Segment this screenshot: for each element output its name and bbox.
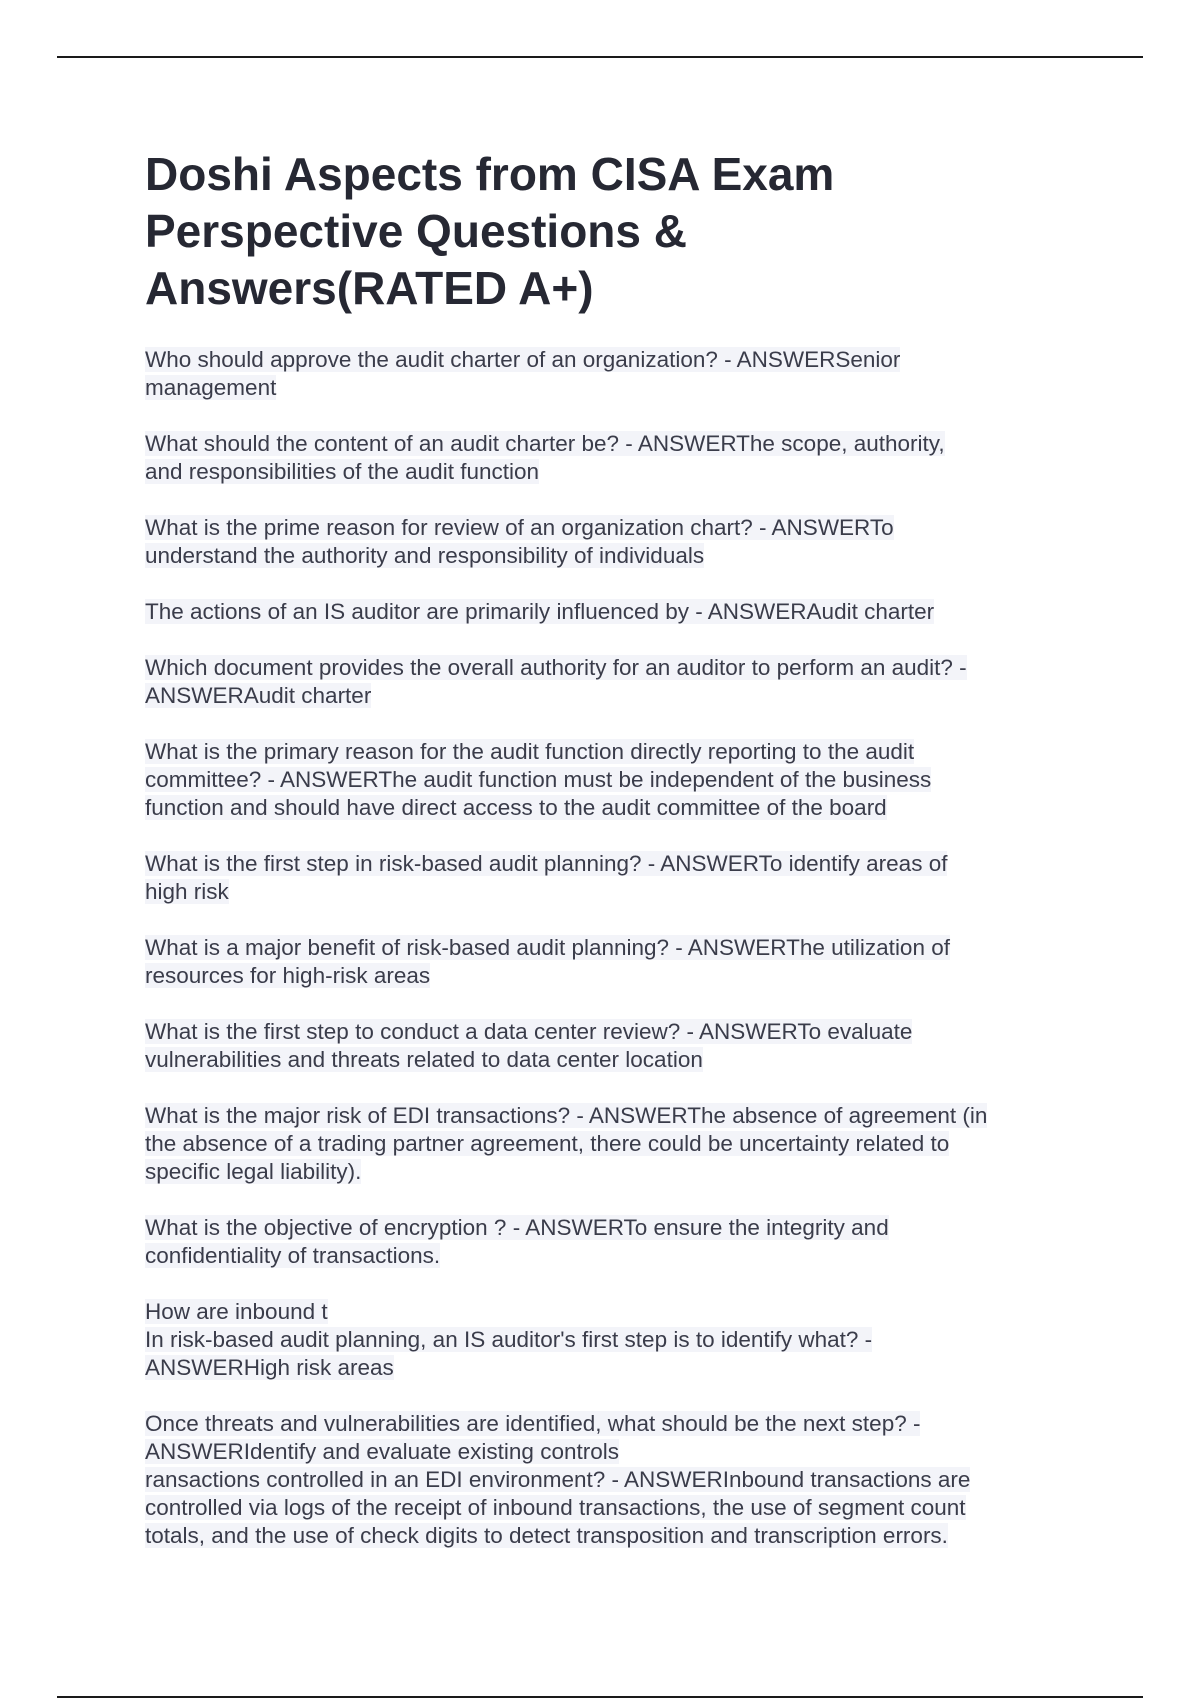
qa-line: vulnerabilities and threats related to data center location bbox=[145, 1047, 703, 1072]
qa-line: The actions of an IS auditor are primarily influenced by - ANSWERAudit charter bbox=[145, 599, 935, 624]
qa-line: ANSWERAudit charter bbox=[145, 683, 372, 708]
qa-item bbox=[145, 1102, 1075, 1186]
qa-item bbox=[145, 430, 1075, 486]
qa-line: function and should have direct access to the audit committee of the board bbox=[145, 795, 887, 820]
document-body bbox=[145, 146, 1075, 1578]
qa-line: What is a major benefit of risk-based audit planning? - ANSWERThe utilization of bbox=[145, 935, 950, 960]
qa-line: Who should approve the audit charter of an organization? - ANSWERSenior bbox=[145, 347, 901, 372]
qa-line: What is the objective of encryption ? - ANSWERTo ensure the integrity and bbox=[145, 1215, 889, 1240]
qa-line: specific legal liability). bbox=[145, 1159, 362, 1184]
qa-item bbox=[145, 1214, 1075, 1270]
qa-line: Which document provides the overall authority for an auditor to perform an audit? - bbox=[145, 655, 967, 680]
qa-line: What should the content of an audit charter be? - ANSWERThe scope, authority, bbox=[145, 431, 945, 456]
qa-line: confidentiality of transactions. bbox=[145, 1243, 441, 1268]
qa-item bbox=[145, 738, 1075, 822]
qa-item bbox=[145, 850, 1075, 906]
qa-line: resources for high-risk areas bbox=[145, 963, 431, 988]
qa-item bbox=[145, 346, 1075, 402]
qa-item bbox=[145, 1410, 1075, 1550]
qa-line: management bbox=[145, 375, 277, 400]
qa-line: What is the primary reason for the audit function directly reporting to the audit bbox=[145, 739, 915, 764]
document-title bbox=[145, 146, 1075, 317]
qa-line: high risk bbox=[145, 879, 229, 904]
title-line: Doshi Aspects from CISA Exam bbox=[145, 148, 835, 200]
qa-line: What is the prime reason for review of an organization chart? - ANSWERTo bbox=[145, 515, 894, 540]
qa-line: the absence of a trading partner agreement, there could be uncertainty related to bbox=[145, 1131, 950, 1156]
qa-line: What is the major risk of EDI transactions? - ANSWERThe absence of agreement (in bbox=[145, 1103, 988, 1128]
title-line: Perspective Questions & bbox=[145, 205, 687, 257]
title-line: Answers(RATED A+) bbox=[145, 262, 594, 314]
qa-line: understand the authority and responsibility of individuals bbox=[145, 543, 705, 568]
top-divider bbox=[57, 56, 1143, 58]
qa-line: ANSWERHigh risk areas bbox=[145, 1355, 394, 1380]
qa-line: ANSWERIdentify and evaluate existing controls bbox=[145, 1439, 619, 1464]
qa-line: What is the first step to conduct a data center review? - ANSWERTo evaluate bbox=[145, 1019, 913, 1044]
qa-line: and responsibilities of the audit function bbox=[145, 459, 540, 484]
bottom-divider bbox=[57, 1696, 1143, 1698]
qa-line: How are inbound t bbox=[145, 1299, 328, 1324]
qa-line: ransactions controlled in an EDI environment? - ANSWERInbound transactions are bbox=[145, 1467, 971, 1492]
qa-item bbox=[145, 514, 1075, 570]
qa-item bbox=[145, 654, 1075, 710]
qa-line: In risk-based audit planning, an IS auditor's first step is to identify what? - bbox=[145, 1327, 873, 1352]
qa-item bbox=[145, 598, 1075, 626]
qa-line: controlled via logs of the receipt of inbound transactions, the use of segment count bbox=[145, 1495, 966, 1520]
qa-item bbox=[145, 1018, 1075, 1074]
qa-item bbox=[145, 1298, 1075, 1382]
qa-item bbox=[145, 934, 1075, 990]
qa-line: committee? - ANSWERThe audit function must be independent of the business bbox=[145, 767, 932, 792]
qa-line: totals, and the use of check digits to detect transposition and transcription errors. bbox=[145, 1523, 948, 1548]
qa-line: What is the first step in risk-based audit planning? - ANSWERTo identify areas of bbox=[145, 851, 948, 876]
qa-line: Once threats and vulnerabilities are identified, what should be the next step? - bbox=[145, 1411, 921, 1436]
